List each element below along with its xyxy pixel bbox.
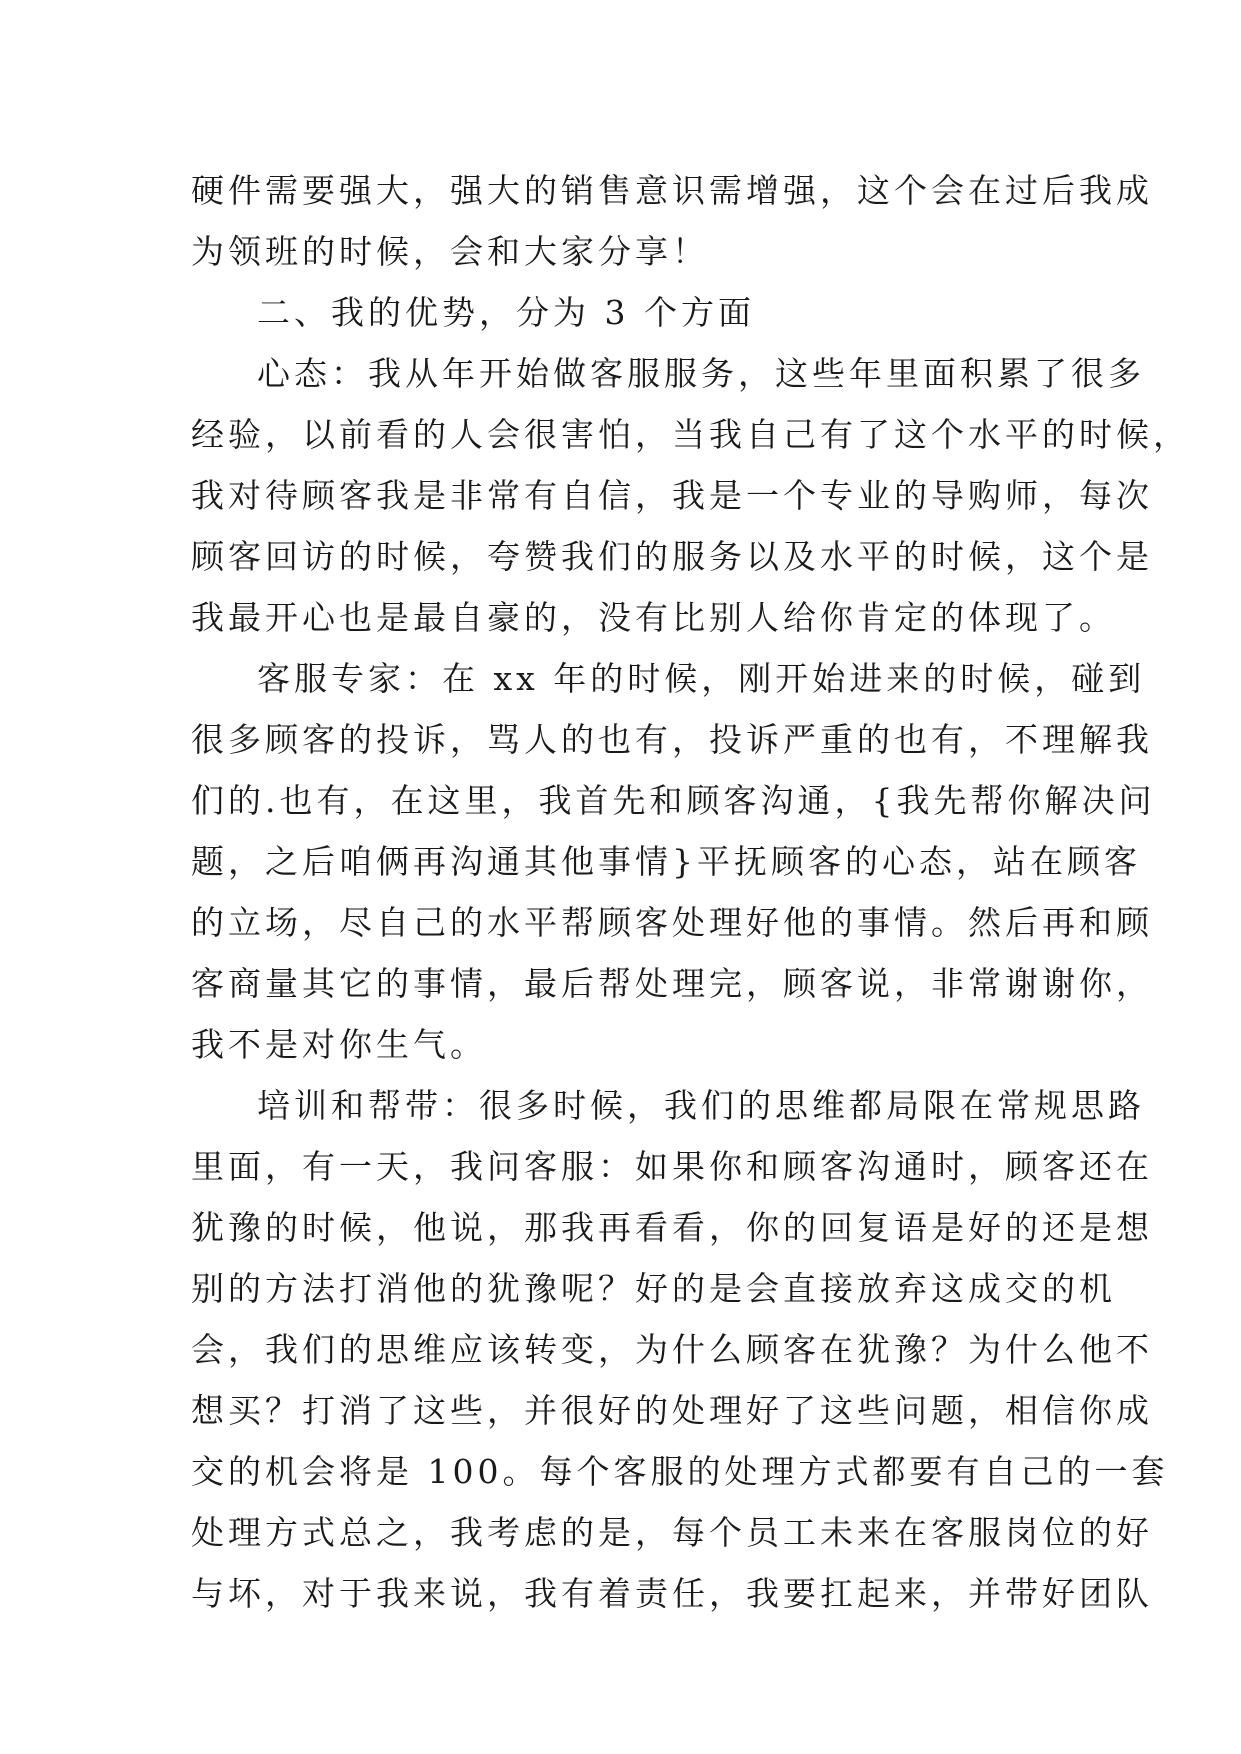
text-line: 客商量其它的事情，最后帮处理完，顾客说，非常谢谢你，	[191, 964, 1153, 1003]
text-line: 与坏，对于我来说，我有着责任，我要扛起来，并带好团队	[191, 1574, 1153, 1613]
text-line: 别的方法打消他的犹豫呢？好的是会直接放弃这成交的机	[191, 1269, 1116, 1308]
text-line: 心态：我从年开始做客服服务，这些年里面积累了很多	[257, 354, 1145, 393]
text-line: 经验，以前看的人会很害怕，当我自己有了这个水平的时候，	[191, 415, 1190, 454]
text-line: 二、我的优势，分为 3 个方面	[257, 293, 755, 332]
text-line: 我对待顾客我是非常有自信，我是一个专业的导购师，每次	[191, 476, 1153, 515]
text-line: 处理方式总之，我考虑的是，每个员工未来在客服岗位的好	[191, 1513, 1153, 1552]
paragraph-training	[191, 1075, 1169, 1624]
text-line: 题，之后咱俩再沟通其他事情}平抚顾客的心态，站在顾客	[191, 842, 1141, 881]
text-line: 客服专家：在 xx 年的时候，刚开始进来的时候，碰到	[257, 659, 1146, 698]
text-line: 很多顾客的投诉，骂人的也有，投诉严重的也有，不理解我	[191, 720, 1153, 759]
text-line: 的立场，尽自己的水平帮顾客处理好他的事情。然后再和顾	[191, 903, 1153, 942]
text-line: 交的机会将是 100。每个客服的处理方式都要有自己的一套	[191, 1452, 1169, 1491]
text-line: 犹豫的时候，他说，那我再看看，你的回复语是好的还是想	[191, 1208, 1153, 1247]
text-line: 顾客回访的时候，夸赞我们的服务以及水平的时候，这个是	[191, 537, 1153, 576]
text-line: 为领班的时候，会和大家分享！	[191, 232, 709, 271]
section-heading-advantages	[191, 282, 1061, 343]
document-body	[191, 160, 1190, 1624]
text-line: 里面，有一天，我问客服：如果你和顾客沟通时，顾客还在	[191, 1147, 1153, 1186]
paragraph-service-expert	[191, 648, 1156, 1075]
text-line: 我不是对你生气。	[191, 1025, 487, 1064]
text-line: 培训和帮带：很多时候，我们的思维都局限在常规思路	[257, 1086, 1145, 1125]
text-line: 我最开心也是最自豪的，没有比别人给你肯定的体现了。	[191, 598, 1116, 637]
paragraph-hardware	[191, 160, 1153, 282]
text-line: 们的.也有，在这里，我首先和顾客沟通，{我先帮你解决问	[191, 781, 1156, 820]
text-line: 硬件需要强大，强大的销售意识需增强，这个会在过后我成	[191, 171, 1153, 210]
text-line: 会，我们的思维应该转变，为什么顾客在犹豫？为什么他不	[191, 1330, 1153, 1369]
text-line: 想买？打消了这些，并很好的处理好了这些问题，相信你成	[191, 1391, 1153, 1430]
paragraph-mindset	[191, 343, 1190, 648]
